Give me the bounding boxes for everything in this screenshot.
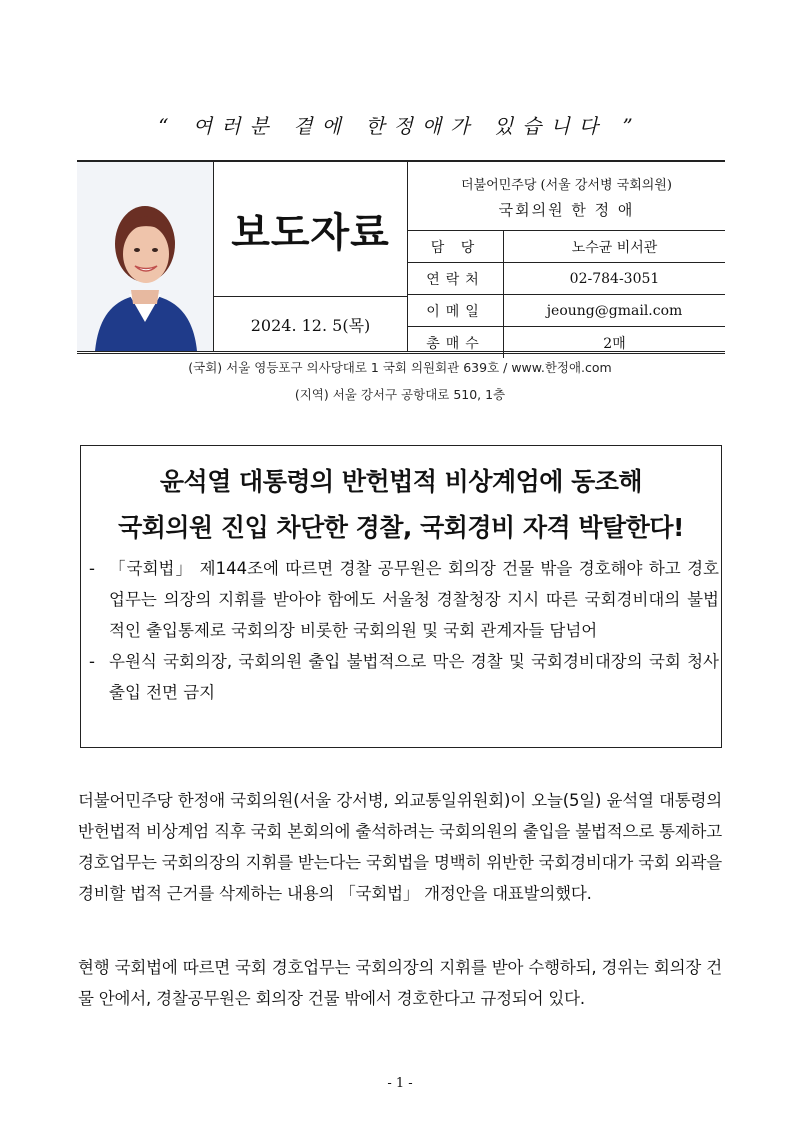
summary-bullet-text: 우원식 국회의장, 국회의원 출입 불법적으로 막은 경찰 및 국회경비대장의 국회 청사 출입 전면 금지 <box>109 652 719 702</box>
contact-email[interactable]: jeoung@gmail.com <box>504 295 726 327</box>
contact-row <box>408 327 725 359</box>
release-date: 2024. 12. 5(목) <box>214 297 408 351</box>
party-line: 더불어민주당 (서울 강서병 국회의원) <box>461 178 672 193</box>
body-paragraph-2: 현행 국회법에 따르면 국회 경호업무는 국회의장의 지휘를 받아 수행하되, 경위는 회의장 건물 안에서, 경찰공무원은 회의장 건물 밖에서 경호한다고 규정되어 있다. <box>78 958 722 1008</box>
summary-bullet-text: 「국회법」 제144조에 따르면 경찰 공무원은 회의장 건물 밖을 경호해야 하고 경호업무는 의장의 지휘를 받아야 함에도 서울청 경찰청장 지시 따른 국회경비대의 불법적인 출입통제로 국회의장 비롯한 국회의원 및 국회 관계자들 담넘어 <box>109 559 719 640</box>
summary-bullet: - 우원식 국회의장, 국회의원 출입 불법적으로 막은 경찰 및 국회경비대장의 국회 청사 출입 전면 금지 <box>89 646 719 708</box>
slogan: “ 여러분 곁에 한정애가 있습니다 ” <box>158 114 642 138</box>
member-name: 국회의원 한 정 애 <box>498 201 635 219</box>
doc-type-cell <box>214 162 408 297</box>
body-paragraph-1: 더불어민주당 한정애 국회의원(서울 강서병, 외교통일위원회)이 오늘(5일) 윤석열 대통령의 반헌법적 비상계엄 직후 국회 본회의에 출석하려는 국회의원의 출입을 불법적으로 통제하고 경호업무는 국회의장의 지휘를 받는다는 국회법을 명백히 위반한 국회경비대가 국회 외곽을 경비할 법적 근거를 삭제하는 내용의 「국회법」 개정안을 대표발의했다. <box>78 791 722 903</box>
contact-row <box>408 263 725 295</box>
contact-value: 노수균 비서관 <box>504 231 726 263</box>
contact-value: 02-784-3051 <box>504 263 726 295</box>
headline-line-1: 윤석열 대통령의 반헌법적 비상계엄에 동조해 <box>159 467 643 496</box>
contact-label: 연락처 <box>408 263 504 295</box>
contact-table <box>408 231 725 358</box>
press-release-header <box>77 160 725 354</box>
member-info <box>408 162 725 231</box>
contact-label: 이메일 <box>408 295 504 327</box>
headline-line-2: 국회의원 진입 차단한 경찰, 국회경비 자격 박탈한다! <box>118 513 684 542</box>
page-number: - 1 - <box>387 1076 413 1091</box>
headline-box <box>80 445 722 748</box>
contact-row <box>408 295 725 327</box>
member-photo <box>77 162 214 351</box>
doc-type-title: 보도자료 <box>231 209 390 256</box>
address-local: (지역) 서울 강서구 공항대로 510, 1층 <box>294 387 506 402</box>
contact-label: 총매수 <box>408 327 504 359</box>
address-assembly: (국회) 서울 영등포구 의사당대로 1 국회 의원회관 639호 / www.한정애.com <box>188 360 612 375</box>
contact-label: 담 당 <box>408 231 504 263</box>
contact-row <box>408 231 725 263</box>
summary-bullets <box>89 553 719 708</box>
contact-value: 2매 <box>603 335 626 352</box>
summary-bullet: - 「국회법」 제144조에 따르면 경찰 공무원은 회의장 건물 밖을 경호해야 하고 경호업무는 의장의 지휘를 받아야 함에도 서울청 경찰청장 지시 따른 국회경비대의 불법적인 출입통제로 국회의장 비롯한 국회의원 및 국회 관계자들 담넘어 <box>89 553 719 646</box>
